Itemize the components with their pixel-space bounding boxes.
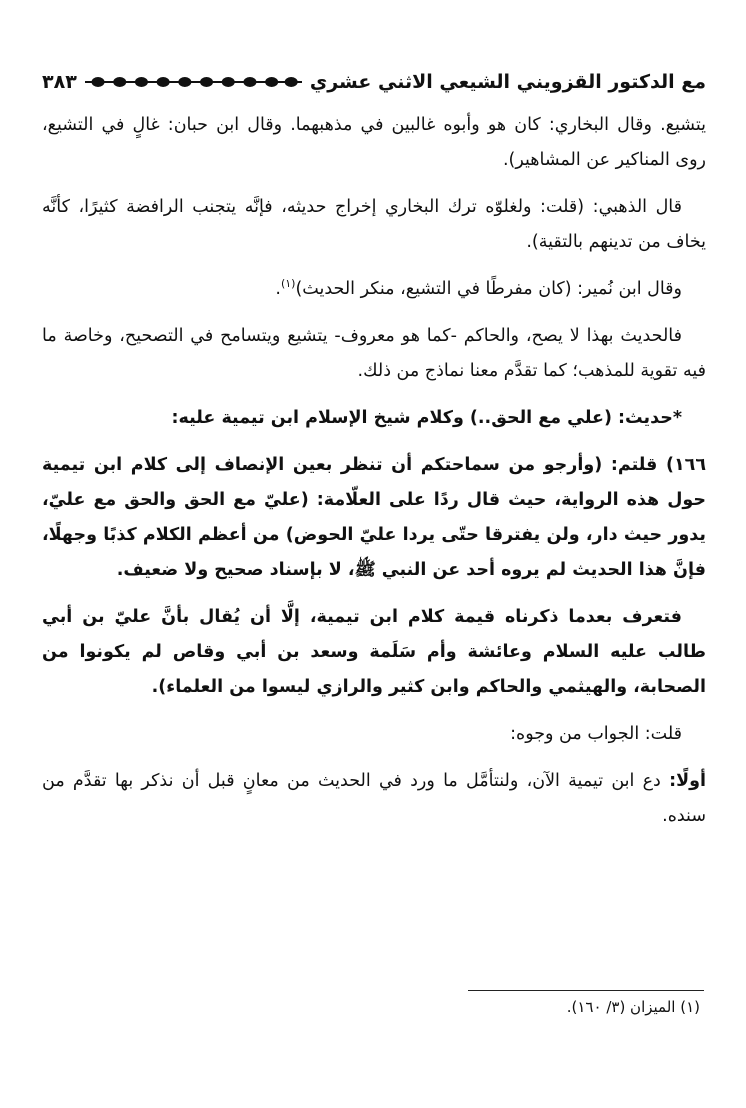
paragraph-tail: . bbox=[275, 279, 281, 299]
section-heading: *حديث: (علي مع الحق..) وكلام شيخ الإسلام ابن تيمية عليه: bbox=[171, 408, 682, 428]
footnote-reference: (١) bbox=[280, 277, 296, 291]
paragraph bbox=[42, 764, 706, 834]
paragraph-lead: أولًا: bbox=[669, 771, 706, 791]
paragraph: يتشيع. وقال البخاري: كان هو وأبوه غالبين في مذهبهما. وقال ابن حبان: غالٍ في التشيع، روى المناكير عن المشاهير). bbox=[42, 115, 706, 170]
paragraph-text: وقال ابن نُمير: (كان مفرطًا في التشيع، منكر الحديث) bbox=[295, 279, 682, 299]
footnote: (١) الميزان (٣/ ١٦٠). bbox=[566, 998, 700, 1016]
paragraph: قال الذهبي: (قلت: ولغلوّه ترك البخاري إخراج حديثه، فإنَّه يتجنب الرافضة كثيرًا، كأنَّه يخاف من تدينهم بالتقية). bbox=[42, 197, 706, 252]
page-body bbox=[42, 108, 706, 834]
quoted-paragraph: ١٦٦) قلتم: (وأرجو من سماحتكم أن تنظر بعين الإنصاف إلى كلام ابن تيمية حول هذه الرواية، حيث قال ردًا على العلّامة: (عليّ مع الحق والحق مع عليّ، يدور حيث دار، ولن يفترقا حتّى يردا عليّ الحوض) من أعظم الكلام كذبًا وجهلًا، فإنَّ هذا الحديث لم يروه أحد عن النبي ﷺ، لا بإسناد صحيح ولا ضعيف. bbox=[42, 455, 706, 580]
book-page bbox=[42, 62, 706, 846]
paragraph: فالحديث بهذا لا يصح، والحاكم -كما هو معروف- يتشيع ويتسامح في التصحيح، وخاصة ما فيه تقوية للمذهب؛ كما تقدَّم معنا نماذج من ذلك. bbox=[42, 326, 706, 381]
quoted-paragraph: فتعرف بعدما ذكرناه قيمة كلام ابن تيمية، إلَّا أن يُقال بأنَّ عليّ بن أبي طالب عليه السلام وعائشة وأم سَلَمة وسعد بن أبي وقاص لم يكونوا من الصحابة، والهيثمي والحاكم وابن كثير والرازي ليسوا من العلماء). bbox=[42, 607, 706, 697]
page-number: ٣٨٣ bbox=[42, 71, 77, 93]
paragraph-text: دع ابن تيمية الآن، ولنتأمَّل ما ورد في الحديث من معانٍ قبل أن نذكر بها تقدَّم من سنده. bbox=[42, 771, 706, 826]
running-head-title: مع الدكتور القزويني الشيعي الاثني عشري bbox=[309, 71, 706, 93]
paragraph: قلت: الجواب من وجوه: bbox=[510, 724, 682, 744]
running-head bbox=[42, 62, 706, 102]
ornament-divider-icon bbox=[85, 73, 302, 91]
paragraph bbox=[42, 272, 706, 307]
footnote-separator bbox=[468, 990, 704, 991]
